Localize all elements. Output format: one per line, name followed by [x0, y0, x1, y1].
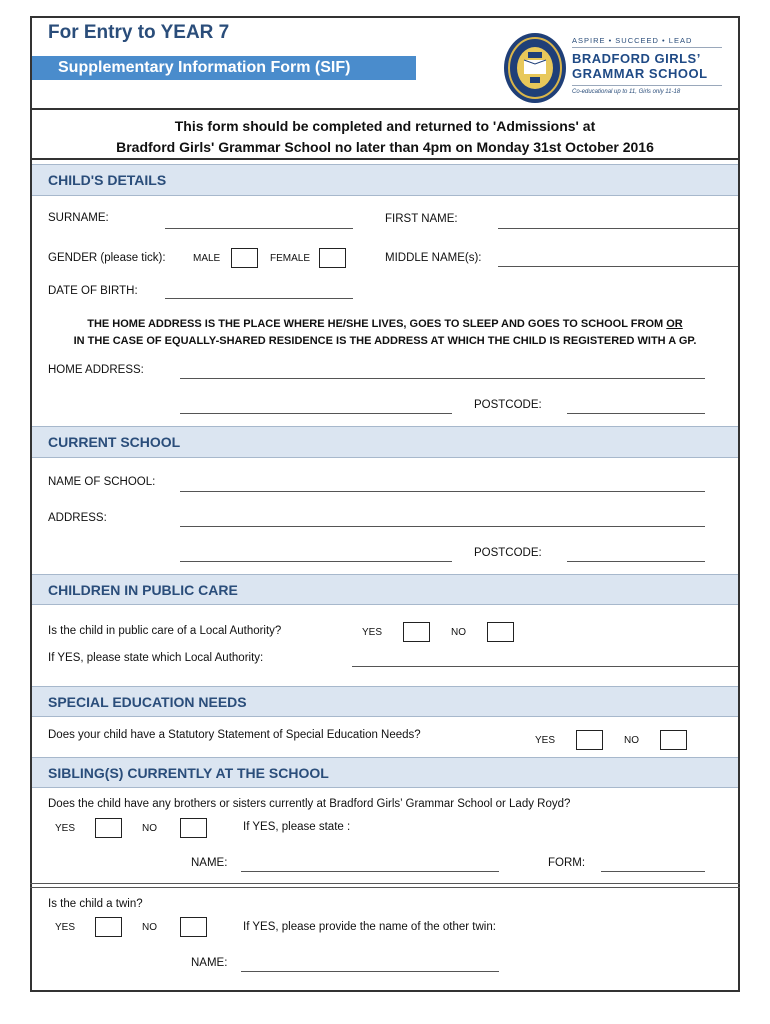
school-name-field[interactable] — [180, 491, 705, 492]
siblings-yes-checkbox[interactable] — [95, 818, 122, 838]
school-tagline: Co-educational up to 11, Girls only 11-18 — [572, 89, 681, 95]
sen-no-label: NO — [624, 735, 639, 746]
notice-line1: This form should be completed and returned to 'Admissions' at — [174, 118, 596, 134]
first-name-field[interactable] — [498, 228, 738, 229]
divider — [30, 108, 740, 110]
section-special-education-needs: SPECIAL EDUCATION NEEDS — [32, 686, 738, 717]
school-postcode-label: POSTCODE: — [474, 547, 542, 559]
twin-followup-label: If YES, please provide the name of the other twin: — [243, 921, 496, 933]
surname-label: SURNAME: — [48, 212, 109, 224]
twin-name-field[interactable] — [241, 971, 499, 972]
home-address-field-line1[interactable] — [180, 378, 705, 379]
section-current-school: CURRENT SCHOOL — [32, 426, 738, 458]
public-care-followup-label: If YES, please state which Local Authority: — [48, 652, 264, 664]
address-note — [30, 316, 740, 350]
siblings-yes-label: YES — [55, 823, 76, 834]
male-checkbox[interactable] — [231, 248, 258, 268]
siblings-no-checkbox[interactable] — [180, 818, 207, 838]
form-subtitle-bar: Supplementary Information Form (SIF) — [32, 56, 416, 80]
female-label: FEMALE — [270, 253, 311, 264]
form-frame — [30, 16, 740, 992]
brand-divider — [572, 47, 722, 48]
school-address-label: ADDRESS: — [48, 512, 107, 524]
sen-yes-checkbox[interactable] — [576, 730, 603, 750]
surname-field[interactable] — [165, 228, 353, 229]
address-note-line1: THE HOME ADDRESS IS THE PLACE WHERE HE/SHE LIVES, GOES TO SLEEP AND GOES TO SCHOOL FROM — [87, 318, 667, 330]
dob-label: DATE OF BIRTH: — [48, 285, 138, 297]
public-care-no-label: NO — [451, 627, 466, 638]
sibling-form-label: FORM: — [548, 857, 586, 869]
gender-label: GENDER (please tick): — [48, 252, 166, 264]
divider — [30, 158, 740, 160]
school-crest-icon — [502, 30, 568, 106]
siblings-question: Does the child have any brothers or sisters currently at Bradford Girls’ Grammar School or Lady Royd? — [48, 798, 571, 810]
twin-question: Is the child a twin? — [48, 898, 143, 910]
form-title: For Entry to YEAR 7 — [48, 22, 230, 43]
divider — [30, 883, 740, 884]
school-name-line1: BRADFORD GIRLS’ — [572, 51, 701, 66]
brand-divider — [572, 85, 722, 86]
sen-question: Does your child have a Statutory Statement of Special Education Needs? — [48, 729, 421, 741]
home-postcode-label: POSTCODE: — [474, 399, 542, 411]
sibling-form-field[interactable] — [601, 871, 705, 872]
school-address-field-line1[interactable] — [180, 526, 705, 527]
home-postcode-field[interactable] — [567, 413, 705, 414]
twin-yes-label: YES — [55, 922, 76, 933]
school-postcode-field[interactable] — [567, 561, 705, 562]
school-name-line2: GRAMMAR SCHOOL — [572, 66, 708, 81]
address-note-line2: IN THE CASE OF EQUALLY-SHARED RESIDENCE IS THE ADDRESS AT WHICH THE CHILD IS REGISTERED WITH A GP. — [73, 335, 697, 347]
home-address-label: HOME ADDRESS: — [48, 364, 144, 376]
school-name-label: NAME OF SCHOOL: — [48, 476, 156, 488]
school-logo — [502, 30, 727, 106]
school-address-field-line2[interactable] — [180, 561, 452, 562]
local-authority-field[interactable] — [352, 666, 738, 667]
siblings-no-label: NO — [142, 823, 157, 834]
public-care-no-checkbox[interactable] — [487, 622, 514, 642]
submission-notice — [30, 116, 740, 158]
twin-no-checkbox[interactable] — [180, 917, 207, 937]
female-checkbox[interactable] — [319, 248, 346, 268]
public-care-question: Is the child in public care of a Local Authority? — [48, 625, 282, 637]
twin-name-label: NAME: — [191, 957, 228, 969]
middle-names-field[interactable] — [498, 266, 738, 267]
public-care-yes-checkbox[interactable] — [403, 622, 430, 642]
dob-field[interactable] — [165, 298, 353, 299]
section-childs-details: CHILD'S DETAILS — [32, 164, 738, 196]
sibling-name-label: NAME: — [191, 857, 228, 869]
section-public-care: CHILDREN IN PUBLIC CARE — [32, 574, 738, 605]
twin-yes-checkbox[interactable] — [95, 917, 122, 937]
first-name-label: FIRST NAME: — [385, 213, 458, 225]
address-note-or: OR — [666, 318, 683, 330]
middle-names-label: MIDDLE NAME(s): — [385, 252, 482, 264]
divider — [30, 887, 740, 888]
siblings-followup-label: If YES, please state : — [243, 821, 351, 833]
twin-no-label: NO — [142, 922, 157, 933]
public-care-yes-label: YES — [362, 627, 383, 638]
school-motto: ASPIRE • SUCCEED • LEAD — [572, 36, 693, 45]
sen-no-checkbox[interactable] — [660, 730, 687, 750]
male-label: MALE — [193, 253, 221, 264]
sibling-name-field[interactable] — [241, 871, 499, 872]
section-siblings: SIBLING(S) CURRENTLY AT THE SCHOOL — [32, 757, 738, 788]
notice-line2: Bradford Girls' Grammar School no later than 4pm on Monday 31st October 2016 — [116, 139, 654, 155]
sen-yes-label: YES — [535, 735, 556, 746]
home-address-field-line2[interactable] — [180, 413, 452, 414]
